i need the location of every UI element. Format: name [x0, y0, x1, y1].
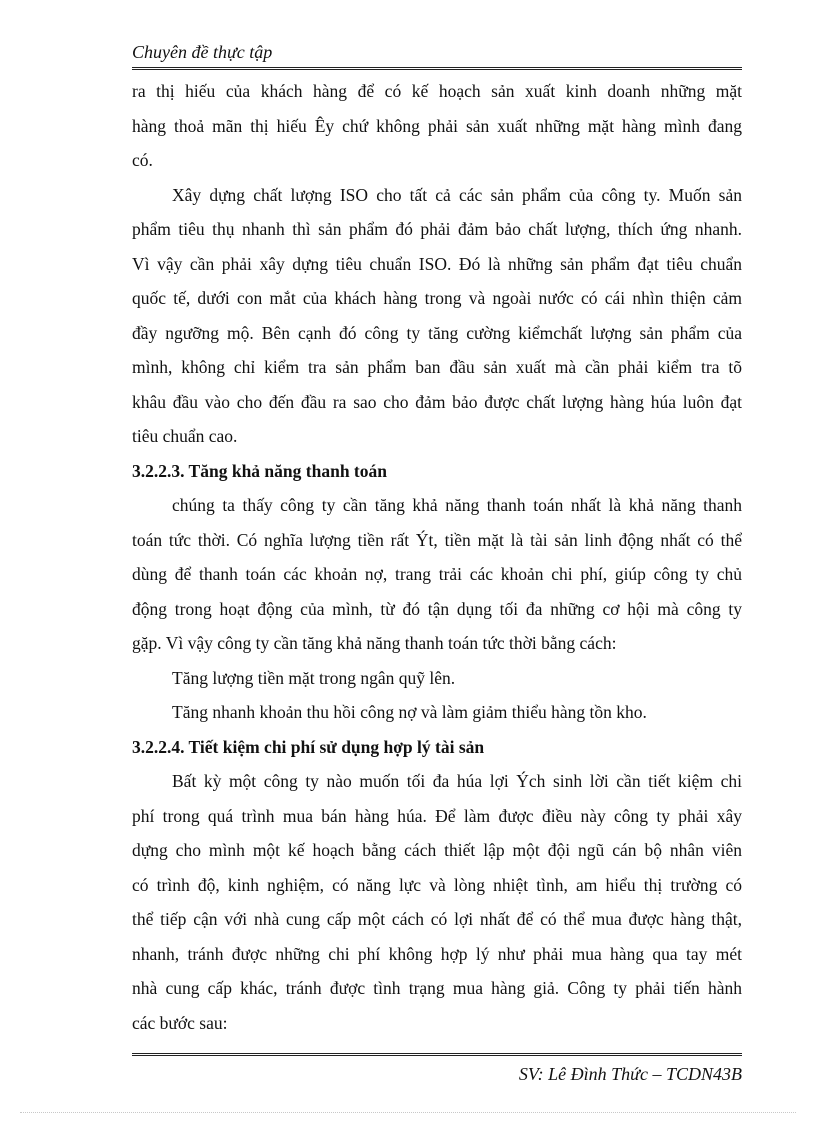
text-line: Xây dựng chất lượng ISO cho tất cả các sản phẩm của công ty. Muốn sản: [172, 184, 742, 205]
paragraph-3: [132, 488, 742, 661]
text-line: nhanh, tránh được những chi phí không hợp lý như phải mua hàng qua tay mét: [132, 943, 742, 964]
text-line: có trình độ, kinh nghiệm, có năng lực và lòng nhiệt tình, am hiểu thị trường có: [132, 874, 742, 895]
text-line: ra thị hiếu của khách hàng để có kế hoạch sản xuất kinh doanh những mặt: [132, 81, 742, 101]
footer-divider: [132, 1053, 742, 1056]
text-line: mình, không chỉ kiểm tra sản phẩm ban đầu sản xuất mà cần phải kiểm tra tõ: [132, 357, 742, 377]
text-line: phí trong quá trình mua bán hàng húa. Để làm được điều này công ty phải xây: [132, 805, 742, 826]
page-edge-divider: [20, 1112, 796, 1113]
text-line: thể tiếp cận với nhà cung cấp một cách có lợi nhất để có thể mua được hàng thật,: [132, 909, 742, 929]
document-body: [132, 74, 742, 1040]
text-line: Vì vậy cần phải xây dựng tiêu chuẩn ISO. Đó là những sản phẩm đạt tiêu chuẩn: [132, 253, 742, 274]
page-header: [132, 40, 742, 70]
paragraph-1: [132, 74, 742, 178]
header-title: Chuyên đề thực tập: [132, 42, 273, 62]
text-line: có.: [132, 150, 153, 170]
text-line: Bất kỳ một công ty nào muốn tối đa húa lợi Ých sinh lời cần tiết kiệm chi: [172, 771, 742, 791]
text-line: quốc tế, dưới con mắt của khách hàng trong và ngoài nước có cái nhìn thiện cảm: [132, 288, 742, 308]
text-line: hàng thoả mãn thị hiếu Êy chứ không phải sản xuất những mặt hàng mình đang: [132, 115, 742, 136]
section-heading-3-2-2-4: 3.2.2.4. Tiết kiệm chi phí sử dụng hợp lý tài sản: [132, 736, 485, 757]
text-line: các bước sau:: [132, 1012, 228, 1033]
text-line: gặp. Vì vậy công ty cần tăng khả năng thanh toán tức thời bằng cách:: [132, 633, 617, 653]
text-line: dựng cho mình một kế hoạch bằng cách thiết lập một đội ngũ cán bộ nhân viên: [132, 840, 742, 860]
text-line: chúng ta thấy công ty cần tăng khả năng thanh toán nhất là khả năng thanh: [172, 495, 742, 515]
text-line: nhà cung cấp khác, tránh được tình trạng mua hàng giả. Công ty phải tiến hành: [132, 978, 742, 998]
footer-text: SV: Lê Đình Thức – TCDN43B: [518, 1064, 742, 1084]
paragraph-4: Tăng lượng tiền mặt trong ngân quỹ lên.: [172, 667, 456, 688]
text-line: động trong hoạt động của mình, từ đó tận dụng tối đa những cơ hội mà công ty: [132, 598, 742, 619]
text-line: toán tức thời. Có nghĩa lượng tiền rất Ýt, tiền mặt là tài sản linh động nhất có thể: [132, 529, 742, 550]
section-heading-3-2-2-3: 3.2.2.3. Tăng khả năng thanh toán: [132, 460, 387, 481]
text-line: khâu đầu vào cho đến đầu ra sao cho đảm bảo được chất lượng hàng húa luôn đạt: [132, 391, 742, 412]
text-line: đầy ngưỡng mộ. Bên cạnh đó công ty tăng cường kiểmchất lượng sản phẩm của: [132, 322, 742, 343]
page-footer: [132, 1062, 742, 1086]
text-line: dùng để thanh toán các khoản nợ, trang trải các khoản chi phí, giúp công ty chủ: [132, 564, 742, 584]
text-line: tiêu chuẩn cao.: [132, 426, 238, 446]
paragraph-6: [132, 764, 742, 1040]
paragraph-5: Tăng nhanh khoản thu hồi công nợ và làm giảm thiểu hàng tồn kho.: [172, 702, 647, 722]
text-line: phẩm tiêu thụ nhanh thì sản phẩm đó phải đảm bảo chất lượng, thích ứng nhanh.: [132, 219, 742, 239]
paragraph-2: [132, 178, 742, 454]
